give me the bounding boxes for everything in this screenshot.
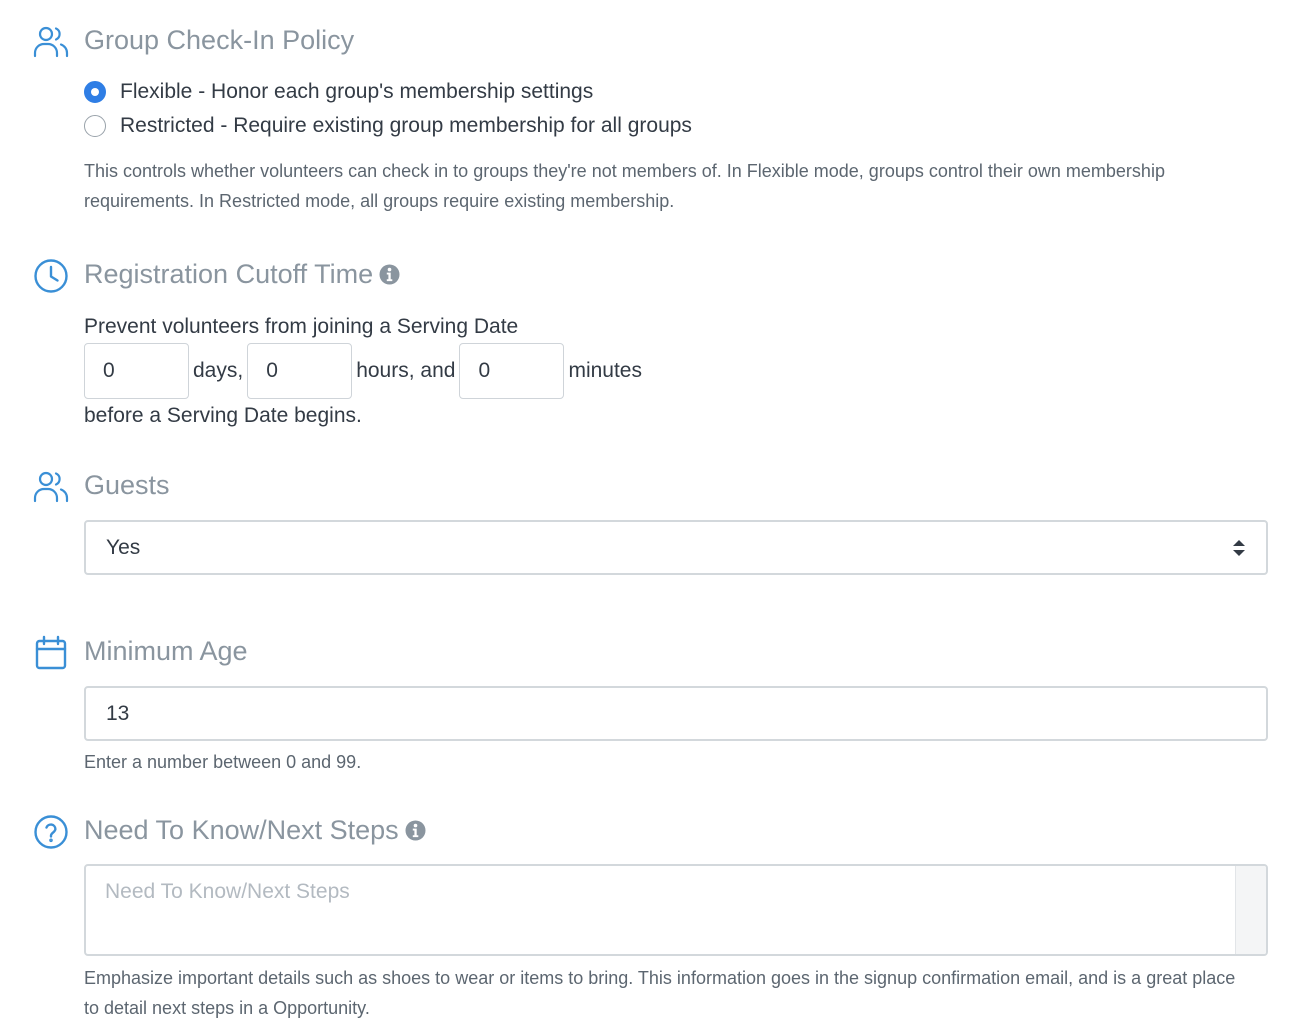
calendar-icon — [32, 634, 70, 672]
cutoff-days-input[interactable] — [84, 343, 189, 399]
radio-restricted-label[interactable]: Restricted - Require existing group membership for all groups — [120, 114, 692, 137]
question-circle-icon — [32, 813, 70, 851]
guests-title — [84, 468, 170, 502]
cutoff-minutes-input[interactable] — [459, 343, 564, 399]
group-checkin-help — [84, 156, 1264, 216]
group-checkin-help-line: This controls whether volunteers can check in to groups they're not members of. In Flexible mode, groups control their own membership — [84, 161, 1165, 181]
need-to-know-textarea-wrapper — [84, 864, 1268, 956]
registration-cutoff-title — [84, 257, 400, 291]
need-to-know-textarea[interactable] — [86, 866, 1236, 954]
group-checkin-title — [84, 23, 354, 57]
need-to-know-title-text: Need To Know/Next Steps — [84, 815, 399, 845]
cutoff-hours-label: hours, and — [356, 359, 456, 382]
minimum-age-input[interactable] — [84, 686, 1268, 741]
need-to-know-help — [84, 963, 1264, 1023]
cutoff-minutes-label: minutes — [568, 359, 642, 382]
registration-cutoff-row — [84, 343, 646, 399]
registration-cutoff-outro: before a Serving Date begins. — [84, 404, 362, 427]
guests-title-text: Guests — [84, 470, 170, 500]
minimum-age-title-text: Minimum Age — [84, 636, 248, 666]
radio-option-flexible[interactable] — [84, 78, 593, 106]
cutoff-days-label: days, — [193, 359, 244, 382]
radio-flexible-label[interactable]: Flexible - Honor each group's membership settings — [120, 80, 594, 103]
radio-flexible[interactable] — [84, 81, 106, 103]
users-icon — [32, 468, 70, 506]
registration-cutoff-intro: Prevent volunteers from joining a Serving Date — [84, 315, 519, 338]
clock-icon — [32, 257, 70, 295]
minimum-age-title — [84, 634, 248, 668]
registration-cutoff-title-text: Registration Cutoff Time — [84, 259, 374, 289]
radio-option-restricted[interactable] — [84, 112, 692, 140]
need-to-know-help-line: Emphasize important details such as shoes to wear or items to bring. This information goes in the signup confirmation email, and is a great place — [84, 968, 1236, 988]
need-to-know-title — [84, 813, 426, 847]
need-to-know-help-line: to detail next steps in a Opportunity. — [84, 998, 370, 1018]
guests-select[interactable] — [84, 520, 1268, 575]
cutoff-hours-input[interactable] — [247, 343, 352, 399]
group-checkin-help-line: requirements. In Restricted mode, all groups require existing membership. — [84, 191, 675, 211]
users-icon — [32, 23, 70, 61]
info-icon[interactable] — [405, 820, 426, 841]
sort-arrows-icon — [1232, 539, 1246, 557]
guests-select-value: Yes — [106, 535, 141, 559]
info-icon[interactable] — [379, 264, 400, 285]
minimum-age-help: Enter a number between 0 and 99. — [84, 752, 362, 772]
group-checkin-title-text: Group Check-In Policy — [84, 25, 355, 55]
radio-restricted[interactable] — [84, 115, 106, 137]
textarea-scrollbar[interactable] — [1235, 866, 1266, 954]
